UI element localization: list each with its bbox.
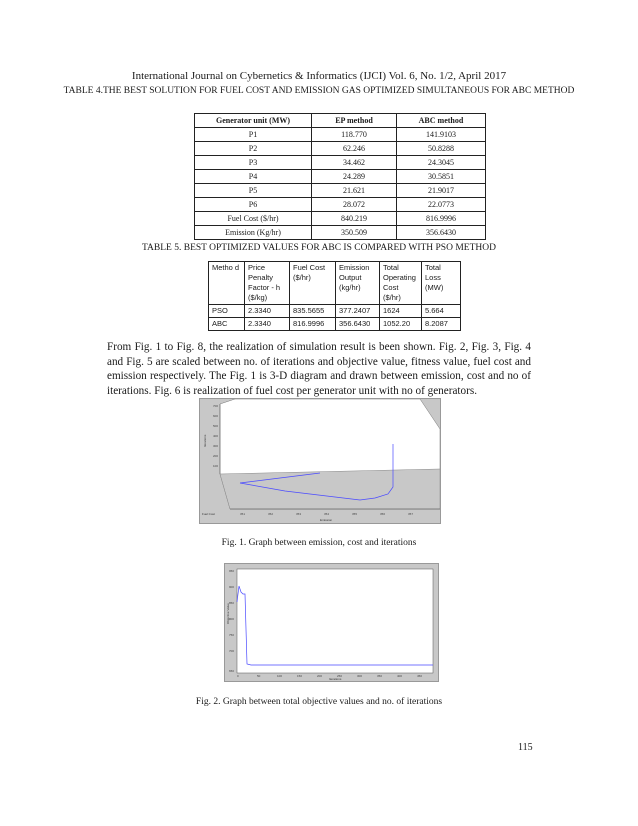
svg-text:650: 650 (229, 669, 235, 673)
svg-text:850: 850 (229, 601, 235, 605)
table-cell: 141.9103 (397, 128, 486, 142)
table-cell: 835.5655 (290, 305, 336, 318)
table-cell: 24.3045 (397, 156, 486, 170)
table-row (195, 212, 486, 226)
table-row (195, 170, 486, 184)
svg-text:700: 700 (213, 404, 219, 408)
axis-label-iterations: Iterations (203, 434, 207, 447)
z-tick-labels (213, 404, 218, 468)
table-cell: 30.5851 (397, 170, 486, 184)
svg-text:300: 300 (357, 674, 363, 678)
svg-text:354: 354 (324, 512, 330, 516)
table-cell: 1052.20 (380, 318, 422, 331)
table-cell: 21.621 (312, 184, 397, 198)
svg-text:750: 750 (229, 633, 235, 637)
svg-text:200: 200 (213, 454, 219, 458)
svg-text:700: 700 (229, 649, 235, 653)
axis-label-objective-value: Objective Value (226, 603, 230, 624)
table-header-cell: Price Penalty Factor - h ($/kg) (245, 262, 290, 305)
svg-text:250: 250 (337, 674, 343, 678)
table-cell: P6 (195, 198, 312, 212)
table-cell: 21.9017 (397, 184, 486, 198)
table-cell: 816.9996 (397, 212, 486, 226)
table-header-cell: ABC method (397, 114, 486, 128)
svg-text:352: 352 (268, 512, 274, 516)
axis-label-iterations: Iterations (329, 677, 342, 681)
figure-2-plot (225, 564, 438, 681)
svg-text:500: 500 (213, 424, 219, 428)
plot-floor (220, 469, 440, 509)
table-cell: 5.664 (422, 305, 461, 318)
table-cell: 840.219 (312, 212, 397, 226)
svg-text:400: 400 (213, 434, 219, 438)
table-header-cell: Emission Output (kg/hr) (336, 262, 380, 305)
table-header-cell: Generator unit (MW) (195, 114, 312, 128)
table-cell: 2.3340 (245, 318, 290, 331)
table5-caption: TABLE 5. BEST OPTIMIZED VALUES FOR ABC IS COMPARED WITH PSO METHOD (142, 243, 496, 253)
table-cell: 377.2407 (336, 305, 380, 318)
table4-caption: TABLE 4.THE BEST SOLUTION FOR FUEL COST AND EMISSION GAS OPTIMIZED SIMULTANEOUS FOR ABC METHOD (63, 86, 575, 96)
table-row (195, 142, 486, 156)
svg-text:356: 356 (380, 512, 386, 516)
table-row (209, 318, 461, 331)
table5 (208, 261, 461, 331)
table-row (195, 226, 486, 240)
figure-1-caption: Fig. 1. Graph between emission, cost and iterations (221, 538, 417, 548)
svg-text:351: 351 (240, 512, 246, 516)
svg-text:450: 450 (417, 674, 423, 678)
svg-text:355: 355 (352, 512, 358, 516)
table-cell: P5 (195, 184, 312, 198)
table-cell: 356.6430 (397, 226, 486, 240)
axis-label-fuel-cost: Fuel Cost (202, 512, 215, 516)
table-cell: P4 (195, 170, 312, 184)
page-number: 115 (518, 742, 533, 753)
table-header-cell: Total Operating Cost ($/hr) (380, 262, 422, 305)
figure-1-plot (200, 399, 440, 523)
table-cell: 24.289 (312, 170, 397, 184)
table-row (209, 305, 461, 318)
table-header-cell: Total Loss (MW) (422, 262, 461, 305)
table-cell: 1624 (380, 305, 422, 318)
svg-text:200: 200 (317, 674, 323, 678)
svg-text:600: 600 (213, 414, 219, 418)
svg-text:900: 900 (229, 585, 235, 589)
table-cell: 28.072 (312, 198, 397, 212)
table-row (195, 128, 486, 142)
table-cell: Fuel Cost ($/hr) (195, 212, 312, 226)
table-header-cell: EP method (312, 114, 397, 128)
body-paragraph: From Fig. 1 to Fig. 8, the realization of simulation result is been shown. Fig. 2, Fig. 3, Fig. 4 and Fig. 5 are scaled between no. of iterations and objective value, fitness value, fuel cost and emission respectively. The Fig. 1 is 3-D diagram and drawn between emission, cost and no of iterations. Fig. 6 is realization of fuel cost per generator unit with no of generators. (107, 341, 531, 397)
x-tick-labels (240, 512, 413, 516)
svg-text:800: 800 (229, 617, 235, 621)
svg-text:100: 100 (277, 674, 283, 678)
table-row (195, 198, 486, 212)
table-cell: 8.2087 (422, 318, 461, 331)
table-header-row (195, 114, 486, 128)
svg-text:400: 400 (397, 674, 403, 678)
svg-text:0: 0 (237, 674, 239, 678)
table-cell: PSO (209, 305, 245, 318)
table-header-row (209, 262, 461, 305)
table-row (195, 156, 486, 170)
plot-area (237, 569, 433, 673)
table-cell: ABC (209, 318, 245, 331)
svg-text:357: 357 (408, 512, 414, 516)
table-cell: 34.462 (312, 156, 397, 170)
table-cell: 22.0773 (397, 198, 486, 212)
table-row (195, 184, 486, 198)
svg-text:350: 350 (377, 674, 383, 678)
journal-header: International Journal on Cybernetics & Informatics (IJCI) Vol. 6, No. 1/2, April 2017 (131, 70, 507, 82)
svg-text:150: 150 (297, 674, 303, 678)
table-cell: Emission (Kg/hr) (195, 226, 312, 240)
table-cell: 816.9996 (290, 318, 336, 331)
figure-1 (199, 398, 441, 524)
figure-2 (224, 563, 439, 682)
table-cell: P2 (195, 142, 312, 156)
table-cell: P3 (195, 156, 312, 170)
svg-text:353: 353 (296, 512, 302, 516)
table-cell: 2.3340 (245, 305, 290, 318)
table-cell: 62.246 (312, 142, 397, 156)
table-cell: 118.770 (312, 128, 397, 142)
svg-text:50: 50 (257, 674, 261, 678)
figure-2-caption: Fig. 2. Graph between total objective values and no. of iterations (195, 697, 443, 707)
svg-text:300: 300 (213, 444, 219, 448)
svg-text:950: 950 (229, 569, 235, 573)
axis-label-emission: Emission (320, 518, 333, 522)
table-cell: 350.509 (312, 226, 397, 240)
table-cell: P1 (195, 128, 312, 142)
table-cell: 356.6430 (336, 318, 380, 331)
table-header-cell: Fuel Cost ($/hr) (290, 262, 336, 305)
table-header-cell: Metho d (209, 262, 245, 305)
table-cell: 50.8288 (397, 142, 486, 156)
svg-text:100: 100 (213, 464, 219, 468)
table4 (194, 113, 486, 240)
